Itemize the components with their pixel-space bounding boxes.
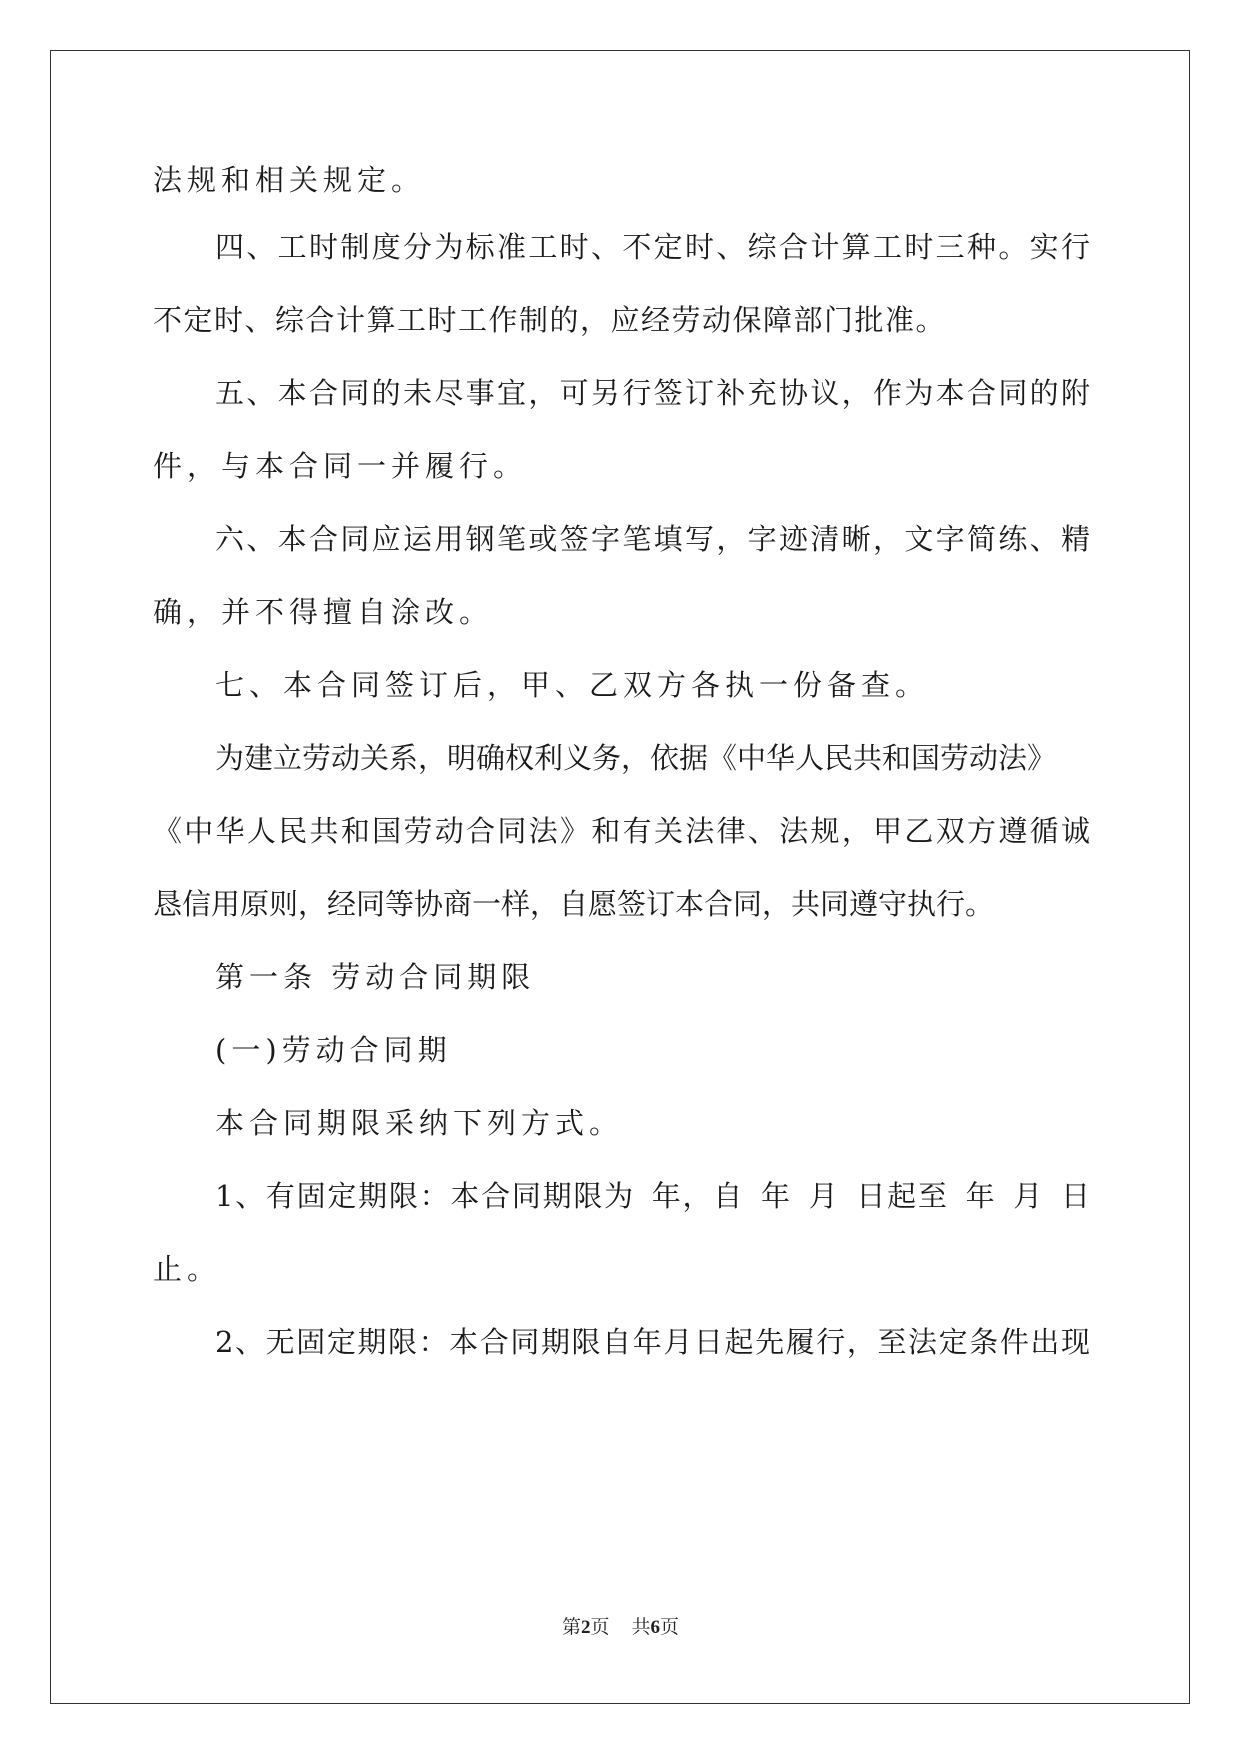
- paragraph-line: 确，并不得擅自涂改。: [153, 595, 494, 629]
- total-label-prefix: 共: [631, 1617, 651, 1638]
- page-footer: [0, 1612, 1241, 1639]
- paragraph-line: 为建立劳动关系，明确权利义务，依据《中华人民共和国劳动法》: [215, 741, 1057, 775]
- total-page-number: 6: [650, 1617, 661, 1638]
- paragraph-line: (一)劳动合同期: [215, 1033, 452, 1067]
- page-label-prefix: 第: [561, 1617, 581, 1638]
- paragraph-line: 第一条 劳动合同期限: [215, 960, 536, 994]
- paragraph-line: 本合同期限采纳下列方式。: [215, 1106, 624, 1140]
- total-label-suffix: 页: [660, 1617, 680, 1638]
- paragraph-line: 四、工时制度分为标准工时、不定时、综合计算工时三种。实行: [215, 230, 1090, 264]
- paragraph-line: 不定时、综合计算工时工作制的，应经劳动保障部门批准。: [153, 303, 947, 337]
- current-page-number: 2: [580, 1617, 591, 1638]
- paragraph-line: 五、本合同的未尽事宜，可另行签订补充协议，作为本合同的附: [215, 376, 1090, 410]
- paragraph-line: 件，与本合同一并履行。: [153, 449, 528, 483]
- paragraph-line: 《中华人民共和国劳动合同法》和有关法律、法规，甲乙双方遵循诚: [153, 814, 1090, 848]
- paragraph-line: 2、无固定期限：本合同期限自年月日起先履行，至法定条件出现: [215, 1325, 1090, 1359]
- paragraph-line: 1、有固定期限：本合同期限为 年，自 年 月 日起至 年 月 日: [215, 1179, 1090, 1213]
- paragraph-line: 恳信用原则，经同等协商一样，自愿签订本合同，共同遵守执行。: [153, 887, 995, 921]
- paragraph-line: 六、本合同应运用钢笔或签字笔填写，字迹清晰，文字简练、精: [215, 522, 1090, 556]
- page-label-suffix: 页: [590, 1617, 610, 1638]
- page-border: [50, 50, 1190, 1704]
- paragraph-line: 七、本合同签订后，甲、乙双方各执一份备查。: [215, 668, 930, 702]
- paragraph-line: 止。: [153, 1252, 222, 1286]
- paragraph-line: 法规和相关规定。: [153, 163, 426, 197]
